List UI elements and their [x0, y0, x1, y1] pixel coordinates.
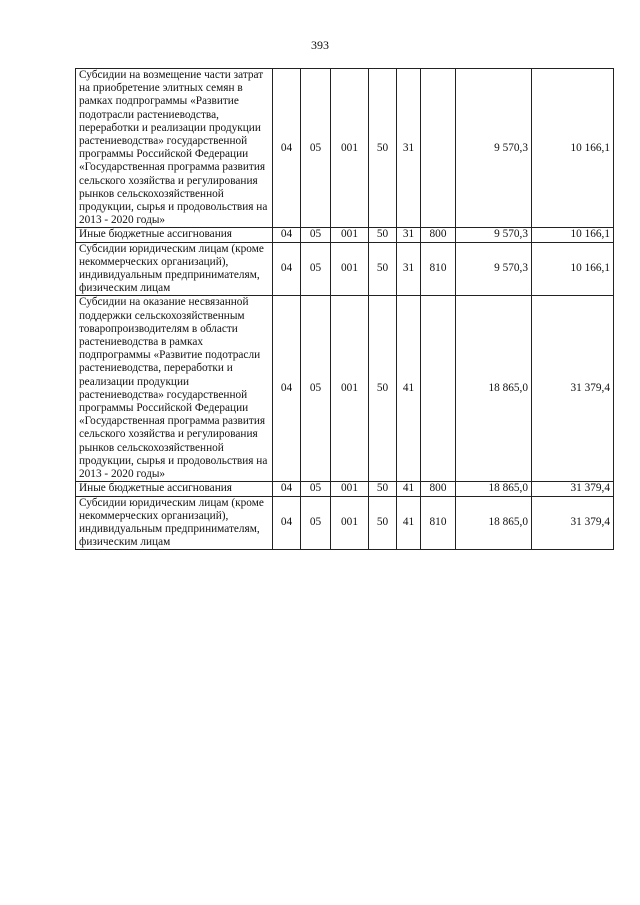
target-code-part1: 001 — [331, 296, 369, 482]
expense-type-code — [421, 296, 456, 482]
section-code: 04 — [273, 296, 301, 482]
amount-year2: 31 379,4 — [532, 482, 614, 496]
subsection-code: 05 — [301, 296, 331, 482]
target-code-part3: 41 — [397, 296, 421, 482]
table-row — [76, 69, 614, 228]
section-code: 04 — [273, 496, 301, 550]
target-code-part2: 50 — [369, 242, 397, 296]
amount-year2: 10 166,1 — [532, 242, 614, 296]
target-code-part2: 50 — [369, 482, 397, 496]
table-row — [76, 482, 614, 496]
table-row — [76, 496, 614, 550]
expense-type-code — [421, 69, 456, 228]
section-code: 04 — [273, 242, 301, 296]
target-code-part2: 50 — [369, 296, 397, 482]
amount-year2: 10 166,1 — [532, 69, 614, 228]
target-code-part1: 001 — [331, 228, 369, 242]
subsection-code: 05 — [301, 496, 331, 550]
section-code: 04 — [273, 482, 301, 496]
target-code-part2: 50 — [369, 228, 397, 242]
amount-year1: 18 865,0 — [456, 496, 532, 550]
row-name: Субсидии юридическим лицам (кроме некоммерческих организаций), индивидуальным предпринимателям, физическим лицам — [76, 242, 273, 296]
expense-type-code: 810 — [421, 496, 456, 550]
row-name: Иные бюджетные ассигнования — [76, 482, 273, 496]
target-code-part2: 50 — [369, 496, 397, 550]
section-code: 04 — [273, 69, 301, 228]
target-code-part3: 41 — [397, 482, 421, 496]
target-code-part1: 001 — [331, 242, 369, 296]
subsection-code: 05 — [301, 482, 331, 496]
table-row — [76, 242, 614, 296]
page-number: 393 — [311, 38, 329, 52]
amount-year1: 9 570,3 — [456, 242, 532, 296]
amount-year1: 18 865,0 — [456, 296, 532, 482]
amount-year2: 31 379,4 — [532, 496, 614, 550]
expense-type-code: 800 — [421, 482, 456, 496]
budget-table — [75, 68, 614, 550]
row-name: Субсидии юридическим лицам (кроме некоммерческих организаций), индивидуальным предпринимателям, физическим лицам — [76, 496, 273, 550]
target-code-part1: 001 — [331, 496, 369, 550]
row-name: Иные бюджетные ассигнования — [76, 228, 273, 242]
amount-year1: 9 570,3 — [456, 228, 532, 242]
table-row — [76, 228, 614, 242]
target-code-part3: 31 — [397, 242, 421, 296]
target-code-part1: 001 — [331, 69, 369, 228]
target-code-part2: 50 — [369, 69, 397, 228]
amount-year1: 9 570,3 — [456, 69, 532, 228]
expense-type-code: 800 — [421, 228, 456, 242]
subsection-code: 05 — [301, 242, 331, 296]
target-code-part3: 31 — [397, 69, 421, 228]
expense-type-code: 810 — [421, 242, 456, 296]
section-code: 04 — [273, 228, 301, 242]
row-name: Субсидии на оказание несвязанной поддержки сельскохозяйственным товаропроизводителям в области растениеводства в рамках подпрограммы «Развитие подотрасли растениеводства, переработки и реализации продукции растениеводства» государственной программы Российской Федерации «Государственная программа развития сельского хозяйства и регулирования рынков сельскохозяйственной продукции, сырья и продовольствия на 2013 - 2020 годы» — [76, 296, 273, 482]
target-code-part3: 31 — [397, 228, 421, 242]
amount-year2: 10 166,1 — [532, 228, 614, 242]
amount-year2: 31 379,4 — [532, 296, 614, 482]
subsection-code: 05 — [301, 69, 331, 228]
subsection-code: 05 — [301, 228, 331, 242]
target-code-part1: 001 — [331, 482, 369, 496]
row-name: Субсидии на возмещение части затрат на приобретение элитных семян в рамках подпрограммы «Развитие подотрасли растениеводства, переработки и реализации продукции растениеводства» государственной программы Российской Федерации «Государственная программа развития сельского хозяйства и регулирования рынков сельскохозяйственной продукции, сырья и продовольствия на 2013 - 2020 годы» — [76, 69, 273, 228]
target-code-part3: 41 — [397, 496, 421, 550]
table-row — [76, 296, 614, 482]
amount-year1: 18 865,0 — [456, 482, 532, 496]
